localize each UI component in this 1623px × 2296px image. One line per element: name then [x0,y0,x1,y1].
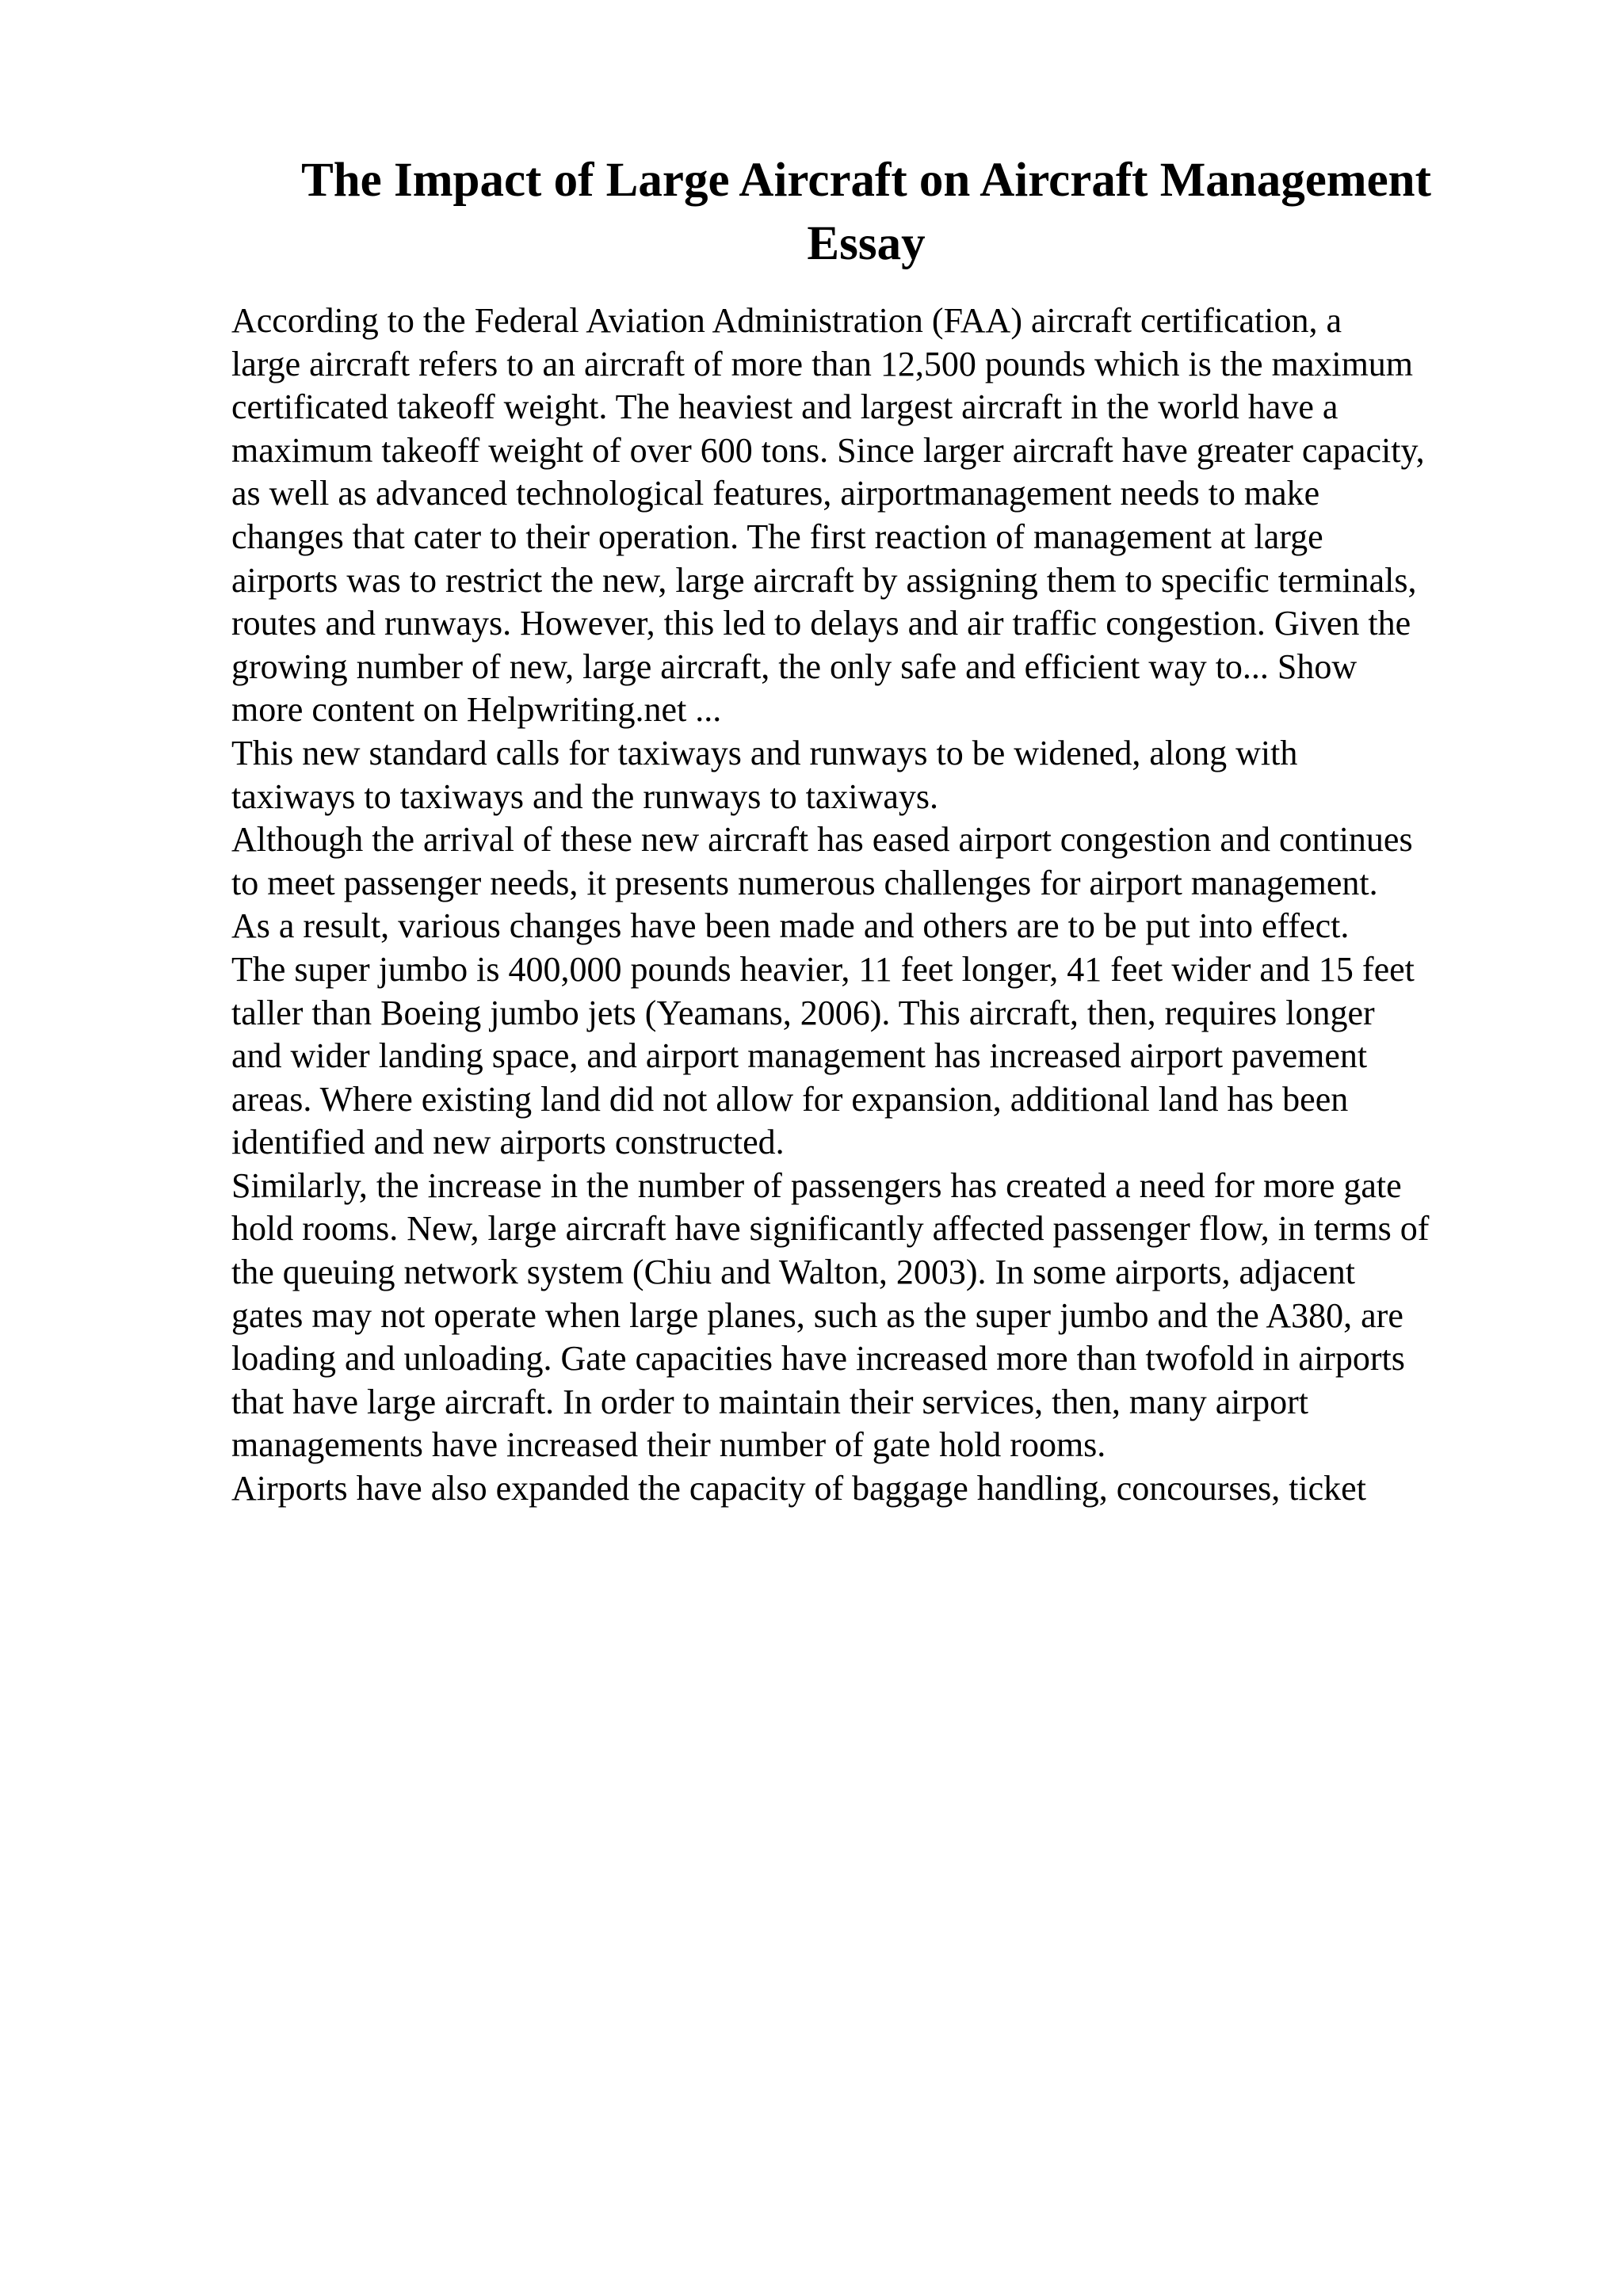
text-line: identified and new airports constructed. [231,1123,785,1162]
text-line: taller than Boeing jumbo jets (Yeamans, 2006). This aircraft, then, requires longer [231,993,1375,1032]
text-line: changes that cater to their operation. The first reaction of management at large [231,517,1323,556]
text-line: and wider landing space, and airport management has increased airport pavement [231,1036,1368,1076]
text-line: This new standard calls for taxiways and runways to be widened, along with [231,733,1298,772]
text-line: routes and runways. However, this led to delays and air traffic congestion. Given the [231,604,1411,643]
text-line: Airports have also expanded the capacity of baggage handling, concourses, ticket [231,1469,1366,1508]
text-line: Although the arrival of these new aircraft has eased airport congestion and continues [231,820,1413,860]
text-line: certificated takeoff weight. The heaviest and largest aircraft in the world have a [231,387,1338,427]
title-line-1: The Impact of Large Aircraft on Aircraft Management [301,154,1431,207]
document-title [230,149,1503,276]
text-line: growing number of new, large aircraft, the only safe and efficient way to... Show [231,646,1358,686]
text-line: hold rooms. New, large aircraft have significantly affected passenger flow, in terms of [231,1209,1430,1249]
text-line: that have large aircraft. In order to maintain their services, then, many airport [231,1382,1308,1421]
text-line: as well as advanced technological features, airportmanagement needs to make [231,474,1320,513]
text-line: According to the Federal Aviation Administration (FAA) aircraft certification, a [231,301,1342,340]
text-line: taxiways to taxiways and the runways to taxiways. [231,776,939,816]
text-line: managements have increased their number of gate hold rooms. [231,1425,1106,1465]
text-line: As a result, various changes have been made and others are to be put into effect. [231,906,1350,946]
essay-body [231,299,1531,1511]
text-line: more content on Helpwriting.net ... [231,690,722,730]
text-line: airports was to restrict the new, large aircraft by assigning them to specific terminals, [231,560,1417,600]
text-line: maximum takeoff weight of over 600 tons. Since larger aircraft have greater capacity, [231,430,1425,470]
text-line: the queuing network system (Chiu and Walton, 2003). In some airports, adjacent [231,1253,1356,1292]
text-line: to meet passenger needs, it presents numerous challenges for airport management. [231,863,1378,902]
text-line: Similarly, the increase in the number of passengers has created a need for more gate [231,1165,1402,1205]
title-line-2: Essay [807,217,926,270]
text-line: gates may not operate when large planes, such as the super jumbo and the A380, are [231,1295,1403,1335]
text-line: loading and unloading. Gate capacities have increased more than twofold in airports [231,1339,1405,1379]
text-line: areas. Where existing land did not allow for expansion, additional land has been [231,1079,1349,1119]
text-line: large aircraft refers to an aircraft of more than 12,500 pounds which is the maximum [231,344,1414,383]
text-line: The super jumbo is 400,000 pounds heavier, 11 feet longer, 41 feet wider and 15 feet [231,949,1415,989]
